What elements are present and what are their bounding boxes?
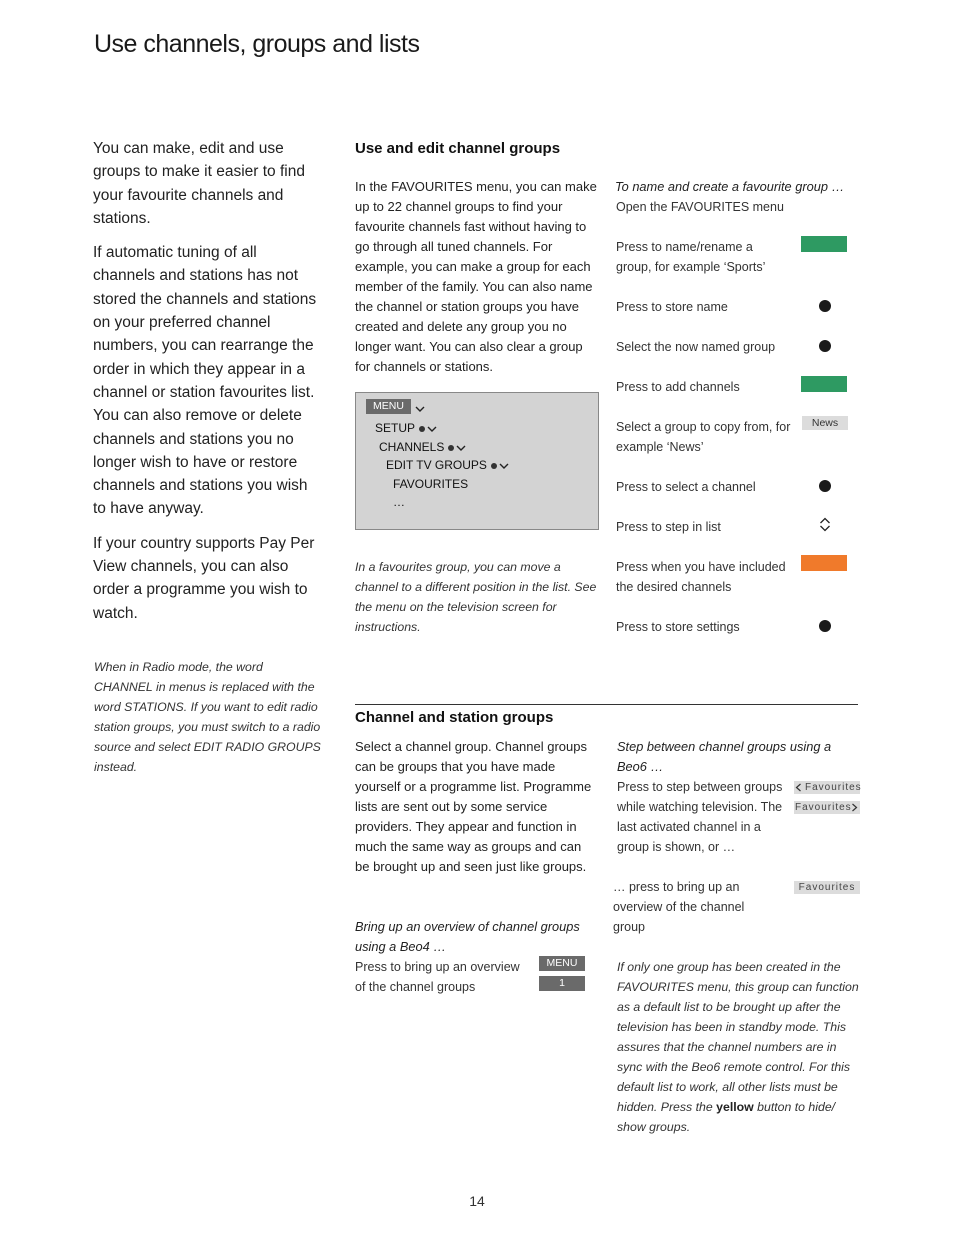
news-button: News [802, 416, 848, 430]
intro-text [93, 137, 323, 636]
radio-mode-note: When in Radio mode, the word CHANNEL in menus is replaced with the word STATIONS. If you want to edit radio station groups, you must switch to a radio source and select EDIT RADIO GROUPS instead. [94, 660, 321, 774]
favourites-label: Favourites [795, 802, 852, 813]
page-title: Use channels, groups and lists [94, 30, 420, 58]
step-text: Press to add channels [616, 380, 740, 394]
step-text: Press when you have included the desired channels [616, 560, 786, 594]
step-text: Press to name/rename a group, for example ‘Sports’ [616, 240, 766, 274]
number-1-button: 1 [539, 976, 585, 991]
centre-dot-icon [491, 463, 497, 469]
favourites-left-button [794, 781, 860, 794]
centre-button-icon [819, 300, 831, 312]
chevron-right-icon [851, 803, 858, 812]
favourites-button: Favourites [794, 881, 860, 894]
up-down-arrow-icon [819, 517, 831, 532]
intro-paragraph: You can make, edit and use groups to make it easier to find your favourite channels and stations. [93, 140, 305, 227]
favourites-label: Favourites [805, 782, 862, 793]
beo6-note [617, 957, 862, 1137]
yellow-button-label: yellow [716, 1100, 754, 1114]
beo6-note-text: button to hide/ show groups. [617, 1100, 836, 1134]
menu-tag: MENU [366, 399, 411, 414]
menu-item-ellipsis: … [393, 495, 405, 509]
step-text: Press to step in list [616, 520, 721, 534]
centre-dot-icon [419, 426, 425, 432]
favourites-right-button [794, 801, 860, 814]
step-text: Select a group to copy from, for example ‘News’ [616, 420, 791, 454]
beo6-step-text: Press to step between groups while watching television. The last activated channel in a group is shown, or … [617, 780, 783, 854]
beo4-heading: Bring up an overview of channel groups using a Beo4 … [355, 919, 580, 954]
steps-heading: To name and create a favourite group … [615, 179, 845, 194]
menu-button: MENU [539, 956, 585, 971]
centre-button-icon [819, 480, 831, 492]
chevron-left-icon [795, 783, 802, 792]
centre-button-icon [819, 340, 831, 352]
beo6-heading: Step between channel groups using a Beo6 … [617, 739, 832, 774]
station-groups-body: Select a channel group. Channel groups can be groups that you have made yourself or a programme list. Programme lists are sent out by some service providers. They appear and function in much the same way as groups and can be brought up and seen just like groups. [355, 739, 592, 874]
step-text: Press to select a channel [616, 480, 756, 494]
orange-button [801, 555, 847, 571]
edit-groups-body: In the FAVOURITES menu, you can make up to 22 channel groups to find your favourite channels fast without having to go through all tuned channels. For example, you can make a group for each member of the family. You can also name the channel or station groups you have created and delete any group you no longer want. You can also clear a group for channels or stations. [355, 179, 597, 374]
menu-item-label: CHANNELS [379, 440, 445, 454]
menu-diagram [355, 392, 599, 530]
green-button [801, 376, 847, 392]
step-text: Select the now named group [616, 340, 776, 354]
chevron-down-icon [415, 405, 425, 413]
step-text: Press to store settings [616, 620, 740, 634]
beo6-note-text: If only one group has been created in the FAVOURITES menu, this group can function as a default list to be brought up after the television has been in standby mode. This assures that the channel numbers are in sync with the Beo6 remote control. For this default list to work, all other lists must be hidden. Press the [617, 960, 859, 1114]
menu-item-favourites: FAVOURITES [393, 477, 469, 491]
step-text: Open the FAVOURITES menu [616, 200, 784, 214]
section-divider [355, 704, 858, 705]
menu-item-edit-tv-groups [386, 458, 509, 472]
section-heading-edit-groups: Use and edit channel groups [355, 140, 561, 157]
page-number: 14 [469, 1193, 485, 1209]
menu-item-channels [379, 440, 466, 454]
centre-dot-icon [448, 445, 454, 451]
menu-item-label: EDIT TV GROUPS [386, 458, 487, 472]
chevron-down-icon [499, 462, 509, 470]
section-heading-station-groups: Channel and station groups [355, 709, 554, 726]
menu-item-label: SETUP [375, 421, 416, 435]
intro-paragraph: If your country supports Pay Per View channels, you can also order a programme you wish to watch. [93, 534, 315, 622]
chevron-down-icon [456, 444, 466, 452]
intro-paragraph: If automatic tuning of all channels and stations has not stored the channels and stations on your preferred channel numbers, you can rearrange the order in which they appear in a channel or station favourites list. You can also remove or delete channels and stations you no longer wish to have or restore channels and stations you wish to have anyway. [93, 244, 317, 518]
move-channel-note: In a favourites group, you can move a channel to a different position in the list. See the menu on the television screen for instructions. [355, 560, 597, 634]
beo6-step2-text: … press to bring up an overview of the channel group [613, 880, 745, 934]
step-text: Press to store name [616, 300, 728, 314]
beo4-step-text: Press to bring up an overview of the channel groups [355, 960, 520, 994]
menu-item-setup [375, 421, 437, 435]
green-button [801, 236, 847, 252]
chevron-down-icon [427, 425, 437, 433]
centre-button-icon [819, 620, 831, 632]
